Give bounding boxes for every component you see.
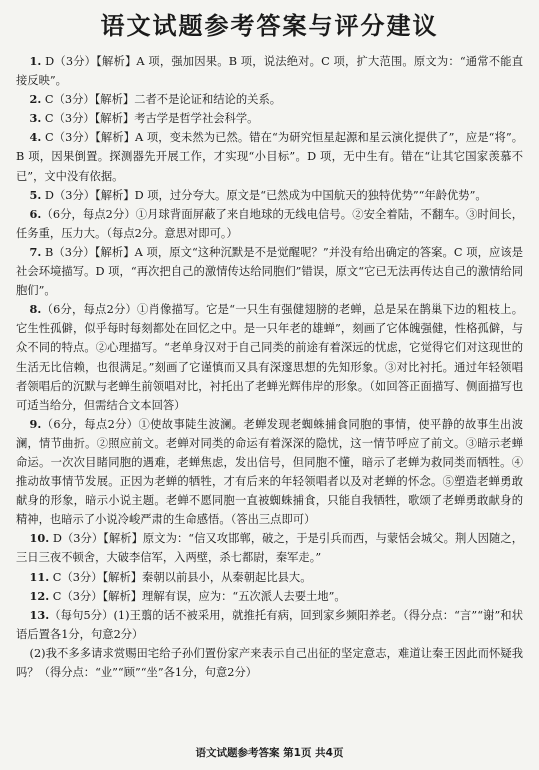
answer-text: C（3分）【解析】秦朝以前县小，从秦朝起比县大。 <box>49 570 312 584</box>
answer-number: 10. <box>29 531 50 546</box>
answer-number: 6. <box>29 206 42 221</box>
answer-number: 4. <box>29 130 42 145</box>
answer-item <box>16 109 523 128</box>
answer-number: 2. <box>29 92 42 107</box>
answer-item <box>16 90 523 109</box>
answer-text: B（3分）【解析】A 项，原文“这种沉默是不是觉醒呢？”并没有给出确定的答案。C 项，应该是社会环境描写。D 项，“再次把自己的激情传达给同胞们”错误，原文“它已无法再传达自己的激情给同胞们”。 <box>16 245 523 298</box>
page-footer: 语文试题参考答案 第1页 共4页 <box>195 747 344 759</box>
answer-item <box>16 606 523 644</box>
answer-number: 1. <box>29 54 42 68</box>
answer-number: 5. <box>29 187 42 202</box>
answer-list <box>16 52 523 682</box>
answer-number: 3. <box>29 111 42 126</box>
answer-item <box>16 529 523 567</box>
answer-item <box>16 128 523 185</box>
answer-text: （6分，每点2分）①肖像描写。它是“一只生有强健翅膀的老蝉，总是呆在鹊巢下边的粗枝上。它生性孤僻，似乎每时每刻都处在回忆之中。是一只年老的雄蝉”，刻画了它体魄强健，性格孤僻，与众不同的特点。②心理描写。“老单身汉对于自己同类的前途有着深远的忧虑，它觉得它们对这现世的生活无比信赖，也很满足。”刻画了它谨慎而又具有深邃思想的先知形象。③对比衬托。通过年轻领唱者领唱后的沉默与老蝉生前领唱对比，衬托出了老蝉光辉伟岸的形象。（如回答正面描写、侧面描写也可适当给分，但需结合文本回答） <box>16 303 523 412</box>
answer-item <box>16 205 523 243</box>
answer-item <box>16 587 523 606</box>
answer-text: C（3分）【解析】二者不是论证和结论的关系。 <box>41 93 282 107</box>
answer-text: D（3分）【解析】A 项，强加因果。B 项，说法绝对。C 项，扩大范围。原文为：“通常不能直接反映”。 <box>16 55 523 88</box>
answer-text: D（3分）【解析】D 项，过分夸大。原文是“已然成为中国航天的独特优势”“年龄优势”。 <box>41 188 487 202</box>
answer-number: 8. <box>29 302 42 317</box>
page-title: 语文试题参考答案与评分建议 <box>100 12 439 40</box>
answer-number: 11. <box>29 569 50 584</box>
answer-text: C（3分）【解析】考古学是哲学社会科学。 <box>41 112 259 126</box>
answer-item <box>16 186 523 205</box>
answer-text: （6分，每点2分）①月球背面屏蔽了来自地球的无线电信号。②安全着陆，不翻车。③时间长，任务重，压力大。（每点2分。意思对即可。） <box>16 207 523 240</box>
answer-item <box>16 415 523 530</box>
answer-number: 7. <box>29 244 42 259</box>
answer-text: (2)我不多多请求赏赐田宅给子孙们置份家产来表示自己出征的坚定意志，难道让秦王因此而怀疑我吗？（得分点：“业”“顾”“坐”各1分，句意2分） <box>16 646 523 679</box>
answer-item <box>16 243 523 300</box>
answer-text: D（3分）【解析】原文为：“信又攻邯郸，破之，于是引兵而西，与蒙恬会城父。荆人因随之，三日三夜不顿舍，大破李信军，入两壁，杀七都尉，秦军走。” <box>16 532 523 565</box>
answer-number: 9. <box>29 416 42 431</box>
answer-text: C（3分）【解析】A 项，变未然为已然。错在“为研究恒星起源和星云演化提供了”，应是“将”。B 项，因果倒置。探测器先开展工作，才实现“小目标”。D 项，无中生有。错在“让其它国家羡慕不已”，文中没有依据。 <box>16 131 523 183</box>
answer-number: 12. <box>29 588 50 603</box>
answer-item <box>16 568 523 587</box>
answer-number: 13. <box>29 607 50 622</box>
answer-text: （6分，每点2分）①使故事陡生波澜。老蝉发现老蜘蛛捕食同胞的事情，使平静的故事生出波澜，情节曲折。②照应前文。老蝉对同类的命运有着深深的隐忧，这一情节呼应了前文。③暗示老蝉命运。一次次目睹同胞的遇难，老蝉焦虑，发出信号，但同胞不懂，暗示了老蝉为救同类而牺牲。④推动故事情节发展。正因为老蝉的牺牲，才有后来的年轻领唱者以及对老蝉的怀念。⑤塑造老蝉勇敢献身的形象，暗示小说主题。老蝉不愿同胞一直被蜘蛛捕食，只能自我牺牲，歌颂了老蝉勇敢献身的精神，也暗示了小说冷峻严肃的生命感悟。（答出三点即可） <box>16 417 523 527</box>
answer-item <box>16 300 523 415</box>
answer-text: C（3分）【解析】理解有误，应为：“五次派人去要土地”。 <box>49 589 346 603</box>
answer-item <box>16 52 523 90</box>
answer-text: （每句5分）(1)王翦的话不被采用，就推托有病，回到家乡频阳养老。（得分点：“言”“谢”和状语后置各1分，句意2分） <box>16 608 523 641</box>
answer-item <box>16 644 523 682</box>
